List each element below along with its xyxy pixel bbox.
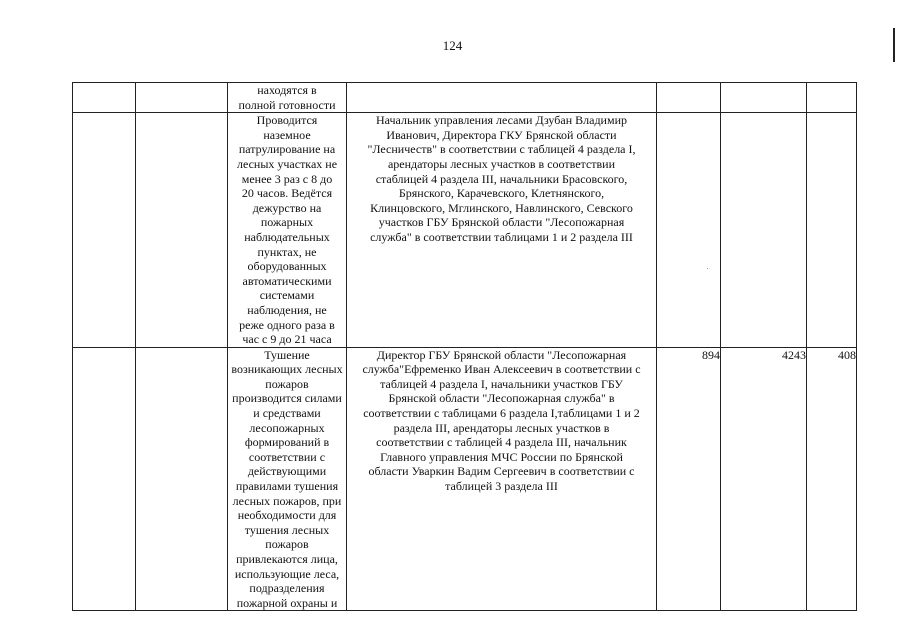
value-cell-2: 4243 xyxy=(721,347,807,611)
measure-line: Проводится xyxy=(256,113,318,128)
value-cell-3 xyxy=(807,83,857,113)
margin-mark xyxy=(893,28,895,62)
measure-line: формирований в xyxy=(244,435,330,450)
value-cell-1: 894 xyxy=(657,347,721,611)
responsible-line: Главного управления МЧС России по Брянской xyxy=(380,449,623,464)
measure-line: правилами тушения xyxy=(235,479,339,494)
measure-line: менее 3 раз с 8 до xyxy=(241,171,333,186)
responsible-cell xyxy=(347,347,657,611)
responsible-line: таблицей 4 раздела I, начальники участков ГБУ xyxy=(380,376,623,391)
responsible-line: раздела III, арендаторы лесных участков в xyxy=(393,420,610,435)
responsible-cell xyxy=(347,113,657,348)
measure-line: лесных участках не xyxy=(236,156,338,171)
measure-line: 20 часов. Ведётся xyxy=(241,186,333,201)
table-row xyxy=(73,347,857,611)
responsible-line: служба"Ефременко Иван Алексеевич в соответствии с xyxy=(362,362,641,377)
page-number: 124 xyxy=(442,38,463,53)
measure-line: действующими xyxy=(247,464,327,479)
responsible-line: таблицей 3 раздела III xyxy=(445,479,558,494)
responsible-line: Иванович, Директора ГКУ Брянской области xyxy=(386,127,617,142)
responsible-line: Брянского, Карачевского, Клетнянского, xyxy=(398,186,605,201)
measure-line: дежурство на xyxy=(252,200,322,215)
measure-line: полной готовности xyxy=(238,97,336,112)
table-row xyxy=(73,113,857,348)
measure-line: подразделения xyxy=(249,581,325,596)
responsible-cell xyxy=(347,83,657,113)
measure-line: и средствами xyxy=(253,406,321,421)
measure-line: привлекаются лица, xyxy=(236,552,338,566)
row-number-cell xyxy=(73,347,136,611)
value-cell-1 xyxy=(657,113,721,348)
measure-line: час с 9 до 21 часа xyxy=(242,332,332,347)
measure-line: соответствии с xyxy=(248,449,326,464)
row-number-cell xyxy=(73,83,136,113)
responsible-line: Начальник управления лесами Дзубан Владимир xyxy=(375,113,627,128)
measure-line: наблюдательных xyxy=(244,229,330,244)
responsible-line: стаблицей 4 раздела III, начальники Брасовского, xyxy=(375,171,628,186)
value-cell-2 xyxy=(721,113,807,348)
responsible-line: Клинцовского, Мглинского, Навлинского, Севского xyxy=(370,200,633,215)
measure-line: производится силами xyxy=(232,391,342,406)
table-row xyxy=(73,83,857,113)
measure-line: лесных пожаров, при xyxy=(232,493,342,508)
responsible-line: соответствии с таблицами 6 раздела I,таблицами 1 и 2 xyxy=(363,406,640,421)
measure-line: возникающих лесных xyxy=(231,362,343,377)
measure-line: пожарной охраны и xyxy=(236,595,338,610)
measure-line: системами xyxy=(259,288,315,303)
responsible-line: области Уваркин Вадим Сергеевич в соответствии с xyxy=(368,464,635,479)
measure-cell xyxy=(228,113,347,348)
measure-line: пожарных xyxy=(260,215,314,230)
measure-line: тушения лесных xyxy=(244,522,330,537)
measure-cell xyxy=(228,83,347,113)
measure-line: необходимости для xyxy=(237,508,337,523)
value-cell-2 xyxy=(721,83,807,113)
measures-table xyxy=(72,82,857,611)
value-cell-3 xyxy=(807,113,857,348)
responsible-line: арендаторы лесных участков в соответствии xyxy=(387,156,616,171)
measure-line: пожаров xyxy=(265,537,309,552)
section-cell xyxy=(136,83,228,113)
measure-line: Тушение xyxy=(264,347,310,362)
value-cell-3: 408 xyxy=(807,347,857,611)
measure-line: наземное xyxy=(263,127,311,142)
measure-line: пунктах, не xyxy=(257,244,317,259)
responsible-line: "Лесничеств" в соответствии с таблицей 4 раздела I, xyxy=(367,142,636,157)
responsible-line: участков ГБУ Брянской области "Лесопожарная xyxy=(378,215,625,230)
value-cell-1 xyxy=(657,83,721,113)
measure-line: автоматическими xyxy=(242,273,332,288)
section-cell xyxy=(136,113,228,348)
measure-line: лесопожарных xyxy=(249,420,325,435)
measure-line: пожаров xyxy=(265,376,309,391)
measure-cell xyxy=(228,347,347,611)
row-number-cell xyxy=(73,113,136,348)
responsible-line: Брянской области "Лесопожарная служба" в xyxy=(388,391,615,406)
measure-line: находятся в xyxy=(257,83,317,97)
responsible-line: служба" в соответствии таблицами 1 и 2 раздела III xyxy=(370,229,633,244)
responsible-line: соответствии с таблицей 4 раздела III, начальник xyxy=(376,435,627,450)
responsible-line: Директор ГБУ Брянской области "Лесопожарная xyxy=(376,347,627,362)
section-cell xyxy=(136,347,228,611)
measure-line: использующие леса, xyxy=(234,566,340,581)
measure-line: наблюдения, не xyxy=(247,302,327,317)
measure-line: оборудованных xyxy=(247,259,327,274)
measure-line: патрулирование на xyxy=(238,142,336,157)
measure-line: реже одного раза в xyxy=(239,317,335,332)
